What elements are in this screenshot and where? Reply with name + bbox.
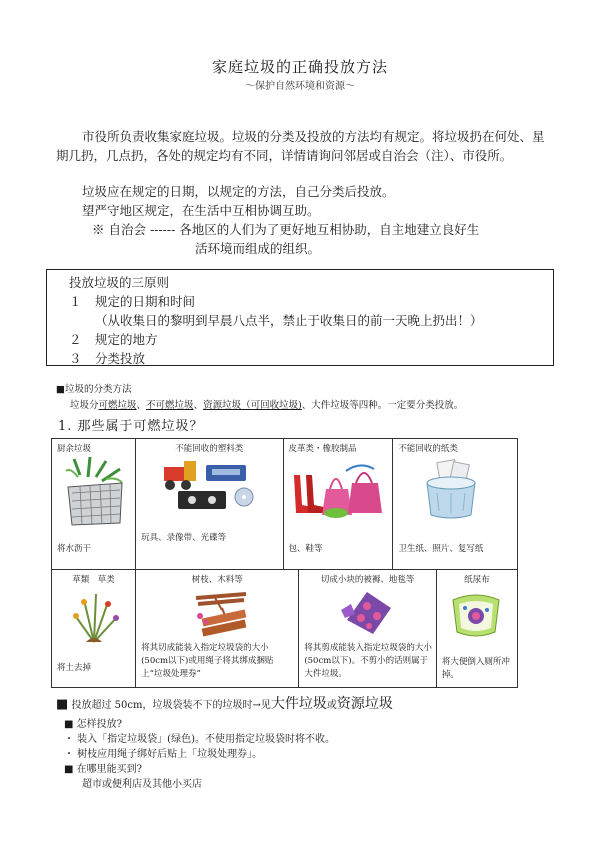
howto-line-1: ・ 装入「指定垃圾袋」(绿色)。不使用指定垃圾袋时将不收。 [64,734,335,745]
principle-item: ３ 分类投放 [69,351,146,366]
cell-branches: 树枝、木料等 将其切成能装入指定垃圾袋的大小(50cm以下)或用绳子将其绑成捆贴上“垃圾处理券” [136,570,299,688]
diaper-icon [447,588,505,642]
grass-icon [66,590,124,646]
page-title: 家庭垃圾的正确投放方法 [211,58,388,76]
intro-paragraph-1: 市役所负责收集家庭垃圾。垃圾的分类及投放的方法均有规定。将垃圾扔在何处、星期几扔，几点扔，各处的规定均有不同，详情请询问邻居或自治会（注）、市役所。 [56,129,545,163]
question-burnable: 1. 那些属于可燃垃圾？ [58,419,204,434]
howto-line-2: ・ 树枝应用绳子绑好后贴上「垃圾处理券」。 [64,749,263,760]
type-non-burnable: 不可燃垃圾 [146,400,194,411]
howto-heading: ■ 怎样投放? [64,719,122,730]
oversize-note: ■ 投放超过 50cm，垃圾袋装不下的垃圾时→见大件垃圾或资源垃圾 [56,696,393,712]
burnable-table-row2 [51,569,518,688]
intro-paragraph-2: 垃圾应在规定的日期，以规定的方法，自己分类后投放。 [82,184,395,199]
where-buy-answer: 超市或便利店及其他小买店 [82,779,202,790]
blanket-pieces-icon [339,590,395,638]
note-line-2: 活环境而组成的组织。 [195,241,321,256]
classification-heading: ■垃圾的分类方法 [56,384,132,395]
principle-detail: （从收集日的黎明到早晨八点半，禁止于收集日的前一天晚上扔出！） [95,313,483,328]
intro-paragraph-3: 望严守地区规定，在生活中互相协调互助。 [82,203,320,218]
jichikai-note [92,220,552,258]
toys-tapes-icon [160,457,260,513]
cell-diaper: 纸尿布 将大便倒入厕所冲掉。 [436,570,517,688]
branches-wood-icon [192,588,252,640]
paper-bin-icon [417,459,485,521]
classification-text: 垃圾分可燃垃圾、不可燃垃圾、资源垃圾（可回收垃圾)、大件垃圾等四种。一定要分类投放。 [70,400,464,411]
note-line-1: ※ 自治会 ------ 各地区的人们为了更好地互相协助，自主地建立良好生 [92,222,480,237]
burnable-table-row1 [51,438,518,570]
cell-grass: 草類 草类 将土去掉 [52,570,136,688]
type-recyclable: 资源垃圾（可回收垃圾) [203,400,302,411]
where-buy-heading: ■ 在哪里能买到? [64,764,142,775]
kitchen-waste-icon [60,457,130,529]
cell-kitchen: 厨余垃圾 将水沥干 [52,439,136,570]
type-burnable: 可燃垃圾 [98,400,137,411]
principles-heading: 投放垃圾的三原则 [69,275,170,290]
principle-item: ２ 规定的地方 [69,332,158,347]
principle-item: １ 规定的日期和时间 [69,294,196,309]
cell-blanket: 切成小块的被褥、地毯等 将其剪成能装入指定垃圾袋的大小(50cm以下)。不剪小的话则属于大件垃圾。 [299,570,437,688]
page-subtitle: ～保护自然环境和资源～ [245,81,355,92]
oversize-link-large: 大件垃圾 [270,696,327,712]
three-principles-box [46,269,554,366]
bags-shoes-icon [290,461,386,523]
oversize-link-resource: 资源垃圾 [336,696,393,712]
cell-leather: 皮革类・橡胶制品 包、鞋等 [283,439,393,570]
cell-paper: 不能回收的纸类 卫生纸、照片、复写纸 [393,439,518,570]
cell-plastic: 不能回收的塑料类 玩具、录像带、光碟等 [136,439,283,570]
